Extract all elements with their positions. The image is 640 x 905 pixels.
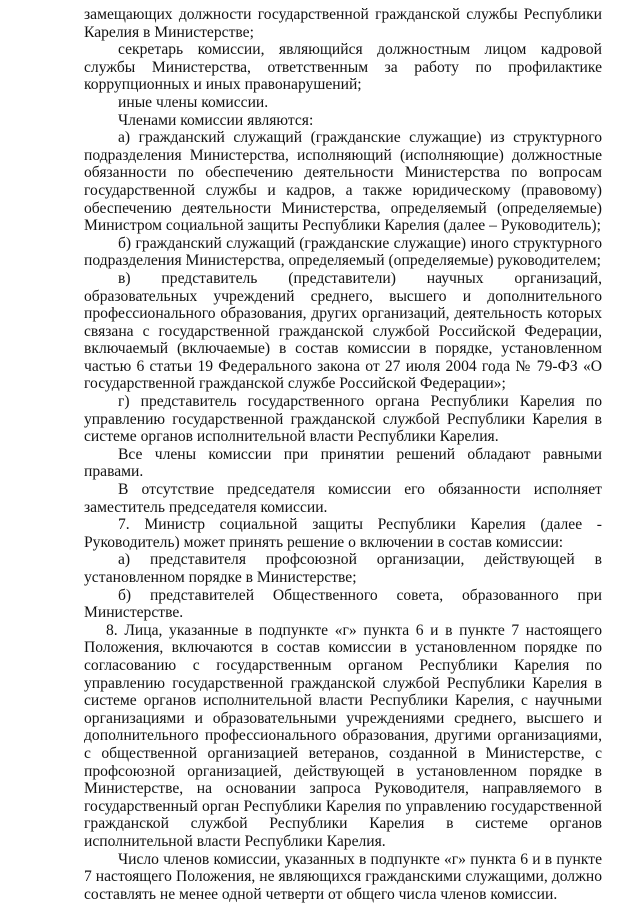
- paragraph-member-count: Число членов комиссии, указанных в подпункте «г» пункта 6 и в пункте 7 настоящего Положения, не являющихся гражданскими служащими, должно составлять не менее одной четверти от общего числа членов комиссии.: [84, 850, 602, 903]
- paragraph-deputy-chair: В отсутствие председателя комиссии его обязанности исполняет заместитель председателя комиссии.: [84, 481, 602, 516]
- paragraph-secretary: секретарь комиссии, являющийся должностным лицом кадровой службы Министерства, ответственным за работу по профилактике коррупционных и иных правонарушений;: [84, 41, 602, 94]
- paragraph-members-heading: Членами комиссии являются:: [118, 111, 314, 129]
- paragraph-equal-rights: Все члены комиссии при принятии решений обладают равными правами.: [84, 445, 602, 481]
- paragraph-7b: б) представителей Общественного совета, образованного при Министерстве.: [84, 586, 602, 622]
- paragraph-item-v: в) представитель (представители) научных организаций, образовательных учреждений среднего, высшего и дополнительного профессионального образования, других организаций, деятельность которых связана с государственной гражданской службой Российской Федерации, включаемый (включаемые) в состав комиссии в порядке, установленном частью 6 статьи 19 Федерального закона от 27 июля 2004 года № 79-ФЗ «О государственной гражданской службе Российской Федерации»;: [84, 269, 602, 393]
- paragraph-section-8: 8. Лица, указанные в подпункте «г» пункта 6 и в пункте 7 настоящего Положения, включаются в состав комиссии в установленном порядке по согласованию с государственным органом Республики Карелия по управлению государственной гражданской службой Республики Карелия в системе органов исполнительной власти Республики Карелия, с научными организациями и образовательными учреждениями среднего, высшего и дополнительного профессионального образования, другими организациями, с общественной организацией ветеранов, созданной в Министерстве, с профсоюзной организацией, действующей в установленном порядке в Министерстве, на основании запроса Руководителя, направляемого в государственный орган Республики Карелия по управлению государственной гражданской службой Республики Карелия в системе органов исполнительной власти Республики Карелия.: [84, 621, 602, 850]
- paragraph-continuation: замещающих должности государственной гражданской службы Республики Карелия в Министерстве;: [84, 6, 602, 41]
- paragraph-item-b: б) гражданский служащий (гражданские служащие) иного структурного подразделения Министерства, определяемый (определяемые) руководителем;: [84, 234, 602, 270]
- document-page: [84, 6, 602, 903]
- paragraph-section-7: 7. Министр социальной защиты Республики Карелия (далее - Руководитель) может принять решение о включении в состав комиссии:: [84, 516, 602, 551]
- paragraph-item-a: а) гражданский служащий (гражданские служащие) из структурного подразделения Министерства, исполняющий (исполняющие) должностные обязанности по обеспечению деятельности Министерства по вопросам государственной службы и кадров, а также юридическому (правовому) обеспечению деятельности Министерства, определяемый (определяемые) Министром социальной защиты Республики Карелия (далее – Руководитель);: [84, 129, 602, 235]
- paragraph-item-g: г) представитель государственного органа Республики Карелия по управлению государственной гражданской службой Республики Карелия в системе органов исполнительной власти Республики Карелия.: [84, 393, 602, 446]
- paragraph-7a: а) представителя профсоюзной организации, действующей в установленном порядке в Министерстве;: [84, 551, 602, 586]
- paragraph-other-members: иные члены комиссии.: [118, 93, 269, 111]
